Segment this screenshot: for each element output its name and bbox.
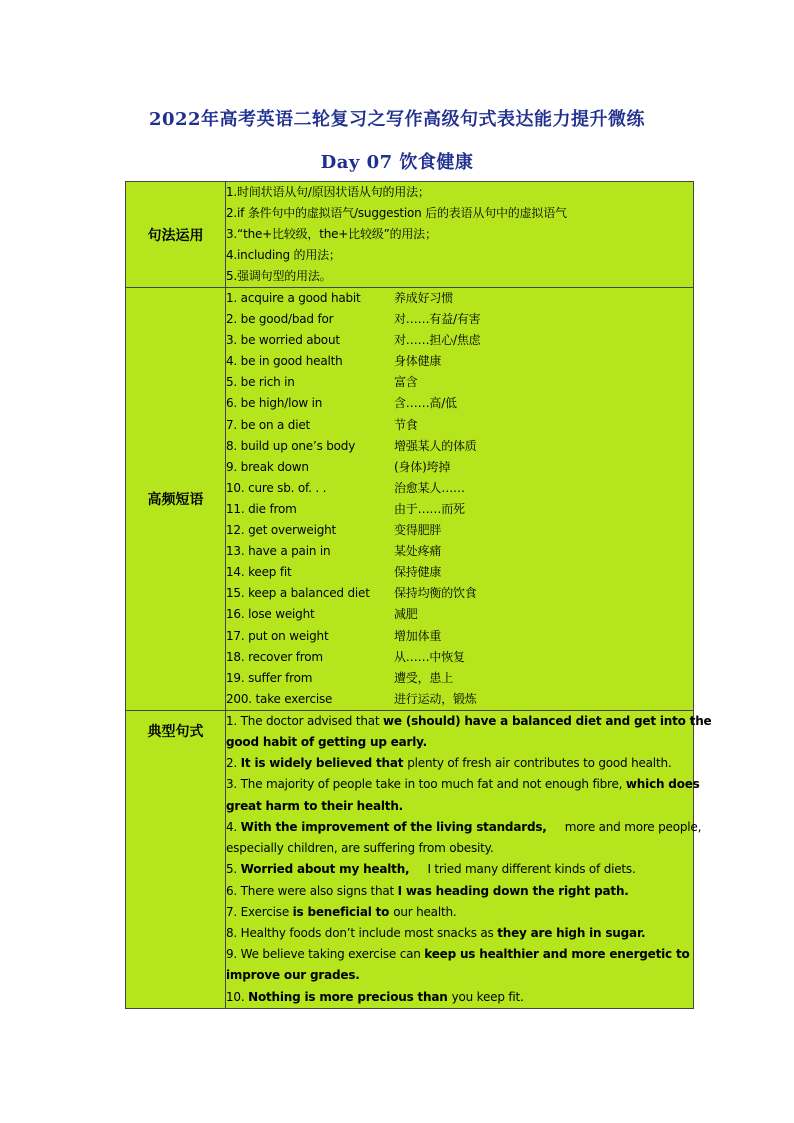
sentence-bold-segment: I was heading down the right path. bbox=[397, 883, 629, 898]
phrase-item bbox=[226, 604, 693, 625]
phrase-english: 1. acquire a good habit bbox=[226, 291, 361, 305]
section-label-phrases: 高频短语 bbox=[126, 288, 226, 711]
sentence-bold-segment: great harm to their health. bbox=[226, 798, 404, 813]
sentence-bold-segment: With the improvement of the living standards, bbox=[240, 819, 547, 834]
sentence-line bbox=[226, 796, 693, 817]
phrase-english: 16. lose weight bbox=[226, 607, 315, 622]
syntax-line: 1.时间状语从句/原因状语从句的用法； bbox=[226, 185, 430, 199]
phrase-chinese: 保持健康 bbox=[394, 565, 442, 580]
phrase-chinese: 从……中恢复 bbox=[394, 649, 465, 664]
sentence-segment: 3. The majority of people take in too much fat and not enough fibre, bbox=[226, 777, 626, 792]
sentence-bold-segment: It is widely believed that bbox=[240, 756, 408, 771]
phrase-item bbox=[226, 415, 693, 436]
sentence-line bbox=[226, 965, 693, 986]
sentence-bold-segment: is beneficial to bbox=[292, 904, 394, 919]
sentence-line bbox=[226, 944, 693, 965]
sentence-line bbox=[226, 859, 693, 880]
section-label-syntax: 句法运用 bbox=[126, 182, 226, 288]
table-row-phrases bbox=[126, 288, 694, 711]
phrase-chinese: 节食 bbox=[394, 417, 418, 432]
page-title: 2022年高考英语二轮复习之写作高级句式表达能力提升微练 bbox=[148, 109, 646, 130]
phrase-chinese: (身体)垮掉 bbox=[394, 459, 451, 474]
syntax-line: 2.if 条件句中的虚拟语气/suggestion 后的表语从句中的虚拟语气 bbox=[226, 206, 567, 220]
phrase-item bbox=[226, 499, 693, 520]
phrase-item bbox=[226, 541, 693, 562]
phrase-chinese: 遭受，患上 bbox=[394, 670, 454, 685]
phrase-english: 4. be in good health bbox=[226, 354, 343, 369]
sentence-segment: 4. bbox=[226, 819, 241, 834]
phrase-item bbox=[226, 436, 693, 457]
phrase-item bbox=[226, 288, 693, 309]
syntax-line: 3.“the+比较级，the+比较级”的用法； bbox=[226, 227, 437, 241]
sentence-bold-segment: Worried about my health, bbox=[240, 862, 410, 877]
phrase-item bbox=[226, 330, 693, 351]
sentence-segment: 9. We believe taking exercise can bbox=[226, 947, 425, 962]
phrase-item bbox=[226, 457, 693, 478]
table-row-sentences bbox=[126, 710, 694, 1008]
phrase-english: 18. recover from bbox=[226, 649, 323, 664]
phrase-chinese: 增加体重 bbox=[394, 628, 442, 643]
sentence-segment: you keep fit. bbox=[451, 989, 524, 1004]
sentence-bold-segment: Nothing is more precious than bbox=[248, 989, 452, 1004]
sentence-segment: 8. Healthy foods don’t include most snacks as bbox=[226, 925, 498, 940]
phrase-chinese: 治愈某人…… bbox=[394, 480, 465, 495]
sentence-bold-segment: good habit of getting up early. bbox=[226, 735, 428, 750]
phrase-item bbox=[226, 689, 693, 710]
phrase-english: 8. build up one’s body bbox=[226, 438, 356, 453]
sentence-bold-segment: keep us healthier and more energetic to bbox=[424, 947, 690, 962]
phrase-item bbox=[226, 478, 693, 499]
phrase-item bbox=[226, 309, 693, 330]
phrase-chinese: 某处疼痛 bbox=[394, 544, 442, 559]
sentence-segment: more and more people, bbox=[546, 819, 702, 834]
phrase-chinese: 对……担心/焦虑 bbox=[394, 333, 481, 348]
phrase-english: 200. take exercise bbox=[226, 691, 333, 706]
sentences-content bbox=[226, 710, 712, 1008]
sentence-line bbox=[226, 774, 700, 795]
sentence-bold-segment: improve our grades. bbox=[226, 968, 360, 983]
sentence-line bbox=[226, 902, 693, 923]
sentence-segment: 2. bbox=[226, 756, 241, 771]
phrase-chinese: 由于……而死 bbox=[394, 501, 465, 516]
phrase-item bbox=[226, 626, 693, 647]
syntax-line: 5.强调句型的用法。 bbox=[226, 269, 332, 283]
sentence-segment: our health. bbox=[393, 904, 457, 919]
phrase-item bbox=[226, 562, 693, 583]
phrase-english: 3. be worried about bbox=[226, 333, 340, 348]
sentence-segment: I tried many different kinds of diets. bbox=[409, 862, 636, 877]
phrase-chinese: 富含 bbox=[394, 375, 418, 390]
sentence-segment: 1. The doctor advised that bbox=[226, 713, 384, 728]
phrase-english: 2. be good/bad for bbox=[226, 312, 334, 327]
sentence-segment: 7. Exercise bbox=[226, 904, 293, 919]
phrase-english: 6. be high/low in bbox=[226, 396, 323, 411]
phrase-chinese: 增强某人的体质 bbox=[394, 438, 477, 453]
syntax-content bbox=[226, 182, 694, 288]
phrase-chinese: 减肥 bbox=[394, 607, 418, 622]
phrase-chinese: 保持均衡的饮食 bbox=[394, 586, 477, 601]
sentence-bold-segment: we (should) have a balanced diet and get into the bbox=[383, 713, 712, 728]
sentence-segment: plenty of fresh air contributes to good health. bbox=[407, 756, 672, 771]
phrase-item bbox=[226, 351, 693, 372]
sentence-segment: 6. There were also signs that bbox=[226, 883, 398, 898]
phrase-item bbox=[226, 393, 693, 414]
phrase-item bbox=[226, 520, 693, 541]
phrase-english: 5. be rich in bbox=[226, 375, 295, 390]
page-subtitle: Day 07 饮食健康 bbox=[320, 152, 474, 173]
sentence-segment: especially children, are suffering from obesity. bbox=[226, 841, 494, 856]
phrase-english: 19. suffer from bbox=[226, 670, 313, 685]
sentence-segment: 10. bbox=[226, 989, 249, 1004]
phrase-english: 14. keep fit bbox=[226, 565, 292, 580]
sentence-line bbox=[226, 987, 693, 1008]
sentence-bold-segment: they are high in sugar. bbox=[497, 925, 646, 940]
phrase-chinese: 含……高/低 bbox=[394, 396, 457, 411]
phrase-chinese: 进行运动，锻炼 bbox=[394, 691, 477, 706]
sentence-line bbox=[226, 923, 693, 944]
phrase-english: 12. get overweight bbox=[226, 523, 337, 538]
phrases-content bbox=[226, 288, 694, 711]
sentence-line bbox=[226, 732, 693, 753]
phrase-item bbox=[226, 372, 693, 393]
phrase-english: 9. break down bbox=[226, 459, 309, 474]
sentence-line bbox=[226, 753, 693, 774]
phrase-english: 10. cure sb. of. . . bbox=[226, 480, 327, 495]
phrase-english: 11. die from bbox=[226, 501, 297, 516]
phrase-chinese: 变得肥胖 bbox=[394, 523, 442, 538]
phrase-english: 7. be on a diet bbox=[226, 417, 311, 432]
phrase-english: 17. put on weight bbox=[226, 628, 329, 643]
section-label-sentences: 典型句式 bbox=[126, 710, 226, 1008]
sentence-line bbox=[226, 838, 693, 859]
table-row-syntax bbox=[126, 182, 694, 288]
phrase-chinese: 身体健康 bbox=[394, 354, 442, 369]
syntax-line: 4.including 的用法； bbox=[226, 248, 341, 262]
phrase-item bbox=[226, 668, 693, 689]
content-table bbox=[125, 181, 712, 1009]
phrase-chinese: 养成好习惯 bbox=[394, 291, 454, 305]
sentence-line bbox=[226, 881, 693, 902]
sentence-bold-segment: which does bbox=[625, 777, 700, 792]
phrase-english: 15. keep a balanced diet bbox=[226, 586, 370, 601]
phrase-english: 13. have a pain in bbox=[226, 544, 331, 559]
sentence-line bbox=[226, 817, 702, 838]
sentence-segment: 5. bbox=[226, 862, 241, 877]
phrase-item bbox=[226, 647, 693, 668]
phrase-chinese: 对……有益/有害 bbox=[394, 312, 481, 327]
sentence-line bbox=[226, 711, 712, 732]
phrase-item bbox=[226, 583, 693, 604]
